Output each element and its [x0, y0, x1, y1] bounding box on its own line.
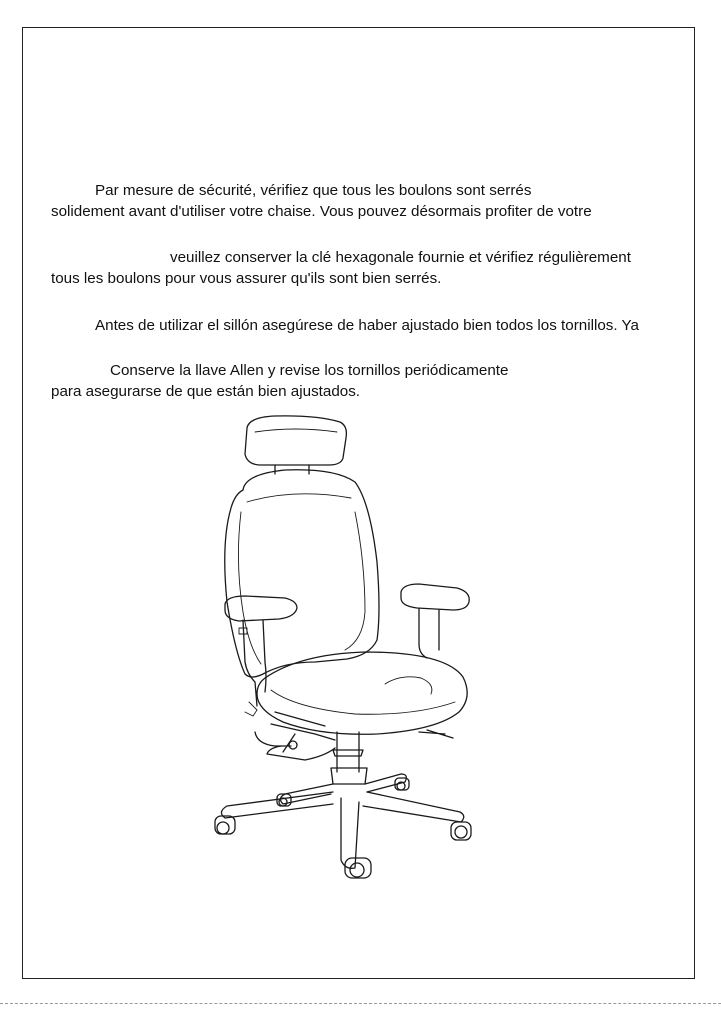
spanish-text-line-2: Conserve la llave Allen y revise los tornillos periódicamente — [110, 362, 509, 379]
french-text-line-3: veuillez conserver la clé hexagonale fournie et vérifiez régulièrement — [170, 249, 631, 266]
french-text-line-4: tous les boulons pour vous assurer qu'ils sont bien serrés. — [51, 270, 442, 287]
french-text-line-2: solidement avant d'utiliser votre chaise. Vous pouvez désormais profiter de votre — [51, 203, 592, 220]
spanish-text-line-1: Antes de utilizar el sillón asegúrese de haber ajustado bien todos los tornillos. Ya — [95, 317, 639, 334]
spanish-text-line-3: para asegurarse de que están bien ajustados. — [51, 383, 361, 400]
office-chair-icon — [205, 412, 485, 892]
french-text-line-1: Par mesure de sécurité, vérifiez que tous les boulons sont serrés — [95, 182, 532, 199]
page-bottom-edge — [0, 1003, 721, 1004]
